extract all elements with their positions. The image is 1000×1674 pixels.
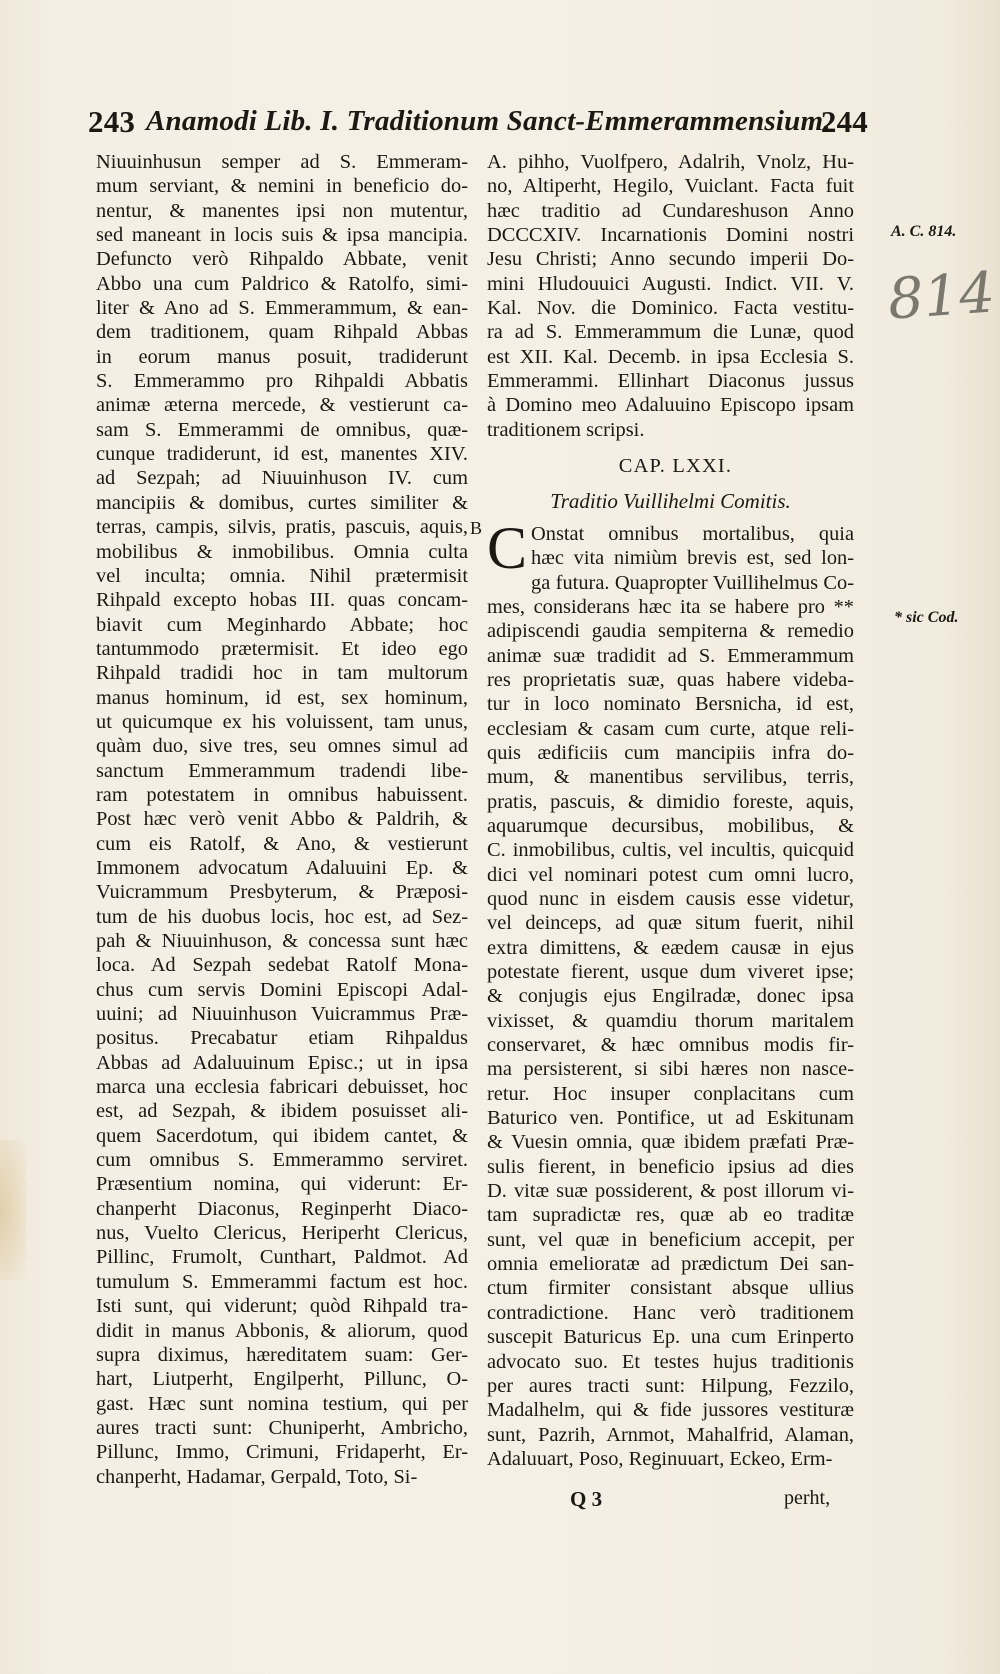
page-number-left: 243	[88, 104, 136, 139]
text-line: retur. Hoc insuper conplacitans cum	[487, 1082, 854, 1105]
text-line: Adaluuart, Poso, Reginuuart, Eckeo, Erm-	[487, 1447, 833, 1470]
text-line: est XII. Kal. Decemb. in ipsa Ecclesia S.	[487, 345, 854, 368]
text-line: extra dimittens, & eædem causæ in ejus	[487, 936, 854, 959]
text-line: A. pihho, Vuolfpero, Adalrih, Vnolz, Hu-	[487, 151, 854, 173]
chapter-number: CAP. LXXI.	[618, 455, 733, 478]
text-line: mum serviant, & nemini in beneficio do-	[96, 175, 468, 198]
text-line: traditionem scripsi.	[487, 418, 645, 441]
text-line: animæ æterna mercede, & vestierunt ca-	[96, 394, 468, 417]
text-line: ecclesiam & casam cum curte, atque reli-	[487, 717, 854, 740]
text-line: Isti sunt, qui viderunt; quòd Rihpald tra-	[96, 1295, 468, 1318]
text-line: & conjugis ejus Engilradæ, donec ipsa	[487, 985, 854, 1008]
drop-cap: C	[487, 514, 528, 581]
text-line: uuini; ad Niuuinhuson Vuicrammus Præ-	[96, 1003, 468, 1026]
text-line: cum omnibus S. Emmerammo serviret.	[96, 1149, 468, 1172]
text-line: mobilibus & inmobilibus. Omnia culta	[96, 540, 468, 563]
text-line: positus. Precabatur etiam Rihpaldus	[96, 1027, 468, 1050]
text-line: vixisset, & quamdiu thorum maritalem	[487, 1009, 854, 1032]
text-line: tumulum S. Emmerammi factum est hoc.	[96, 1270, 468, 1293]
text-line: animæ suæ tradidit ad S. Emmerammum	[487, 644, 854, 667]
right-column-top-text	[487, 150, 854, 442]
text-line: sanctum Emmerammum tradendi libe-	[96, 759, 468, 782]
text-line: sunt, Pazrih, Arnmot, Mahalfrid, Alaman,	[487, 1423, 854, 1446]
text-line: gast. Hæc sunt nomina testium, qui per	[96, 1392, 468, 1415]
text-line: quod nunc in eisdem causis esse videtur,	[487, 887, 854, 910]
text-line: pratis, pascuis, & dimidio foreste, aquis,	[487, 790, 854, 813]
text-line: aures tracti sunt: Chuniperht, Ambricho,	[96, 1416, 468, 1439]
text-line: sulis fierent, in beneficio ipsius ad dies	[487, 1155, 854, 1178]
text-line: sunt, vel quæ in beneficium accepit, per	[487, 1228, 854, 1251]
text-line: Kal. Nov. die Dominico. Facta vestitu-	[487, 297, 854, 320]
page-stain	[0, 1140, 26, 1280]
text-line: vel deinceps, ad quæ situm fuerit, nihil	[487, 912, 854, 935]
text-line: mini Hludouuici Augusti. Indict. VII. V.	[487, 272, 854, 295]
text-line: in eorum manus posuit, tradiderunt	[96, 345, 468, 368]
text-line: hæc vita nimiùm brevis est, sed lon-	[531, 547, 854, 570]
text-line: ctum firmiter consistant absque ullius	[487, 1277, 854, 1300]
running-title: Anamodi Lib. I. Traditionum Sanct-Emmerammensium.	[146, 105, 831, 137]
text-line: chanperht, Hadamar, Gerpald, Toto, Si-	[96, 1465, 418, 1488]
text-line: didit in manus Abbonis, & aliorum, quod	[96, 1319, 468, 1342]
text-line: quàm duo, sive tres, seu omnes simul ad	[96, 735, 468, 758]
catchword: perht,	[784, 1487, 831, 1509]
text-line: contradictione. Hanc verò traditionem	[487, 1301, 854, 1324]
text-line: C. inmobilibus, cultis, vel incultis, quicquid	[487, 839, 854, 862]
text-line: ga futura. Quapropter Vuillihelmus Co-	[531, 571, 854, 594]
text-line: ma persisterent, si sibi hæres non nasce-	[487, 1058, 854, 1081]
text-line: Niuuinhusun semper ad S. Emmeram-	[96, 151, 468, 173]
text-line: Pillunc, Immo, Crimuni, Fridaperht, Er-	[96, 1441, 468, 1464]
text-line: liter & Ano ad S. Emmerammum, & ean-	[96, 297, 468, 320]
text-line: ut quicumque ex his voluissent, tam unus,	[96, 710, 468, 733]
text-line: hæc traditio ad Cundareshuson Anno	[487, 199, 854, 222]
text-line: manus hominum, id est, sex hominum,	[96, 686, 468, 709]
chapter-body	[487, 514, 854, 1471]
text-line: no, Altiperht, Hegilo, Vuiclant. Facta fuit	[487, 175, 854, 198]
running-header	[88, 104, 868, 144]
text-line: cum eis Ratolf, & Ano, & vestierunt	[96, 832, 468, 855]
text-line: supra diximus, hæreditatem suam: Ger-	[96, 1343, 468, 1366]
text-line: Rihpald tradidi hoc in tam multorum	[96, 662, 468, 685]
text-line: hart, Liutperht, Engilperht, Pillunc, O-	[96, 1368, 468, 1391]
text-line: ra ad S. Emmerammum die Lunæ, quod	[487, 321, 854, 344]
text-line: omnia emelioratæ ad prædictum Dei san-	[487, 1253, 854, 1276]
left-column	[96, 150, 468, 1489]
text-line: chus cum servis Domini Episcopi Adal-	[96, 978, 468, 1001]
text-line: quis ædificiis cum mancipiis infra do-	[487, 741, 854, 764]
text-line: nus, Vuelto Clericus, Heriperht Clericus,	[96, 1222, 468, 1245]
text-line: ram potestatem in omnibus habuissent.	[96, 783, 468, 806]
text-line: Pillinc, Frumolt, Cunthart, Paldmot. Ad	[96, 1246, 468, 1269]
text-line: loca. Ad Sezpah sedebat Ratolf Mona-	[96, 954, 468, 977]
text-line: Post hæc verò venit Abbo & Paldrih, &	[96, 808, 468, 831]
text-line: quem Sacerdotum, qui ibidem cantet, &	[96, 1124, 468, 1147]
text-line: terras, campis, silvis, pratis, pascuis, aquis,	[96, 516, 468, 539]
text-line: conservaret, & hæc omnibus modis fir-	[487, 1034, 854, 1057]
text-line: tam supradictæ res, quæ ab eo traditæ	[487, 1204, 854, 1227]
text-line: res proprietatis suæ, quas habere videba-	[487, 668, 854, 691]
text-line: DCCCXIV. Incarnationis Domini nostri	[487, 224, 854, 247]
text-line: tantummodo prætermisit. Et ideo ego	[96, 637, 468, 660]
text-line: D. vitæ suæ possiderent, & post illorum vi-	[487, 1180, 854, 1203]
text-line: chanperht Diaconus, Reginperht Diaco-	[96, 1197, 468, 1220]
text-line: Onstat omnibus mortalibus, quia	[531, 522, 854, 545]
chapter-title: Traditio Vuillihelmi Comitis.	[550, 489, 791, 514]
handwritten-year: 814	[885, 260, 998, 333]
text-line: potestate fierent, usque dum viveret ipse;	[487, 961, 854, 983]
text-line: mancipiis & domibus, curtes similiter &	[96, 491, 468, 514]
text-line: mes, considerans hæc ita se habere pro **	[487, 595, 854, 618]
signature-mark: Q 3	[570, 1487, 603, 1511]
right-column	[487, 150, 854, 1471]
text-line: Rihpald excepto hobas III. quas concam-	[96, 589, 468, 612]
text-line: Abbo una cum Paldrico & Ratolfo, simi-	[96, 272, 468, 295]
text-line: tum de his duobus locis, hoc est, ad Sez-	[96, 905, 468, 928]
text-line: à Domino meo Adaluuino Episcopo ipsam	[487, 394, 854, 417]
text-line: Vuicrammum Presbyterum, & Præposi-	[96, 881, 468, 904]
text-line: sam S. Emmerammi de omnibus, quæ-	[96, 418, 468, 441]
text-line: Præsentium nomina, qui viderunt: Er-	[96, 1173, 468, 1196]
text-line: biavit cum Meginhardo Abbate; hoc	[96, 613, 468, 636]
text-line: & Vuesin omnia, quæ ibidem præfati Præ-	[487, 1131, 854, 1154]
margin-note-year: A. C. 814.	[891, 223, 957, 240]
text-line: Jesu Christi; Anno secundo imperii Do-	[487, 248, 854, 271]
text-line: dici vel nominari potest cum omni lucro,	[487, 863, 854, 886]
text-line: nentur, & manentes ipsi non mutentur,	[96, 199, 468, 222]
text-line: aquarumque decursibus, mobilibus, &	[487, 814, 854, 837]
text-line: Abbas ad Adaluuinum Episc.; ut in ipsa	[96, 1051, 468, 1074]
text-line: Baturico ven. Pontifice, ut ad Eskitunam	[487, 1107, 854, 1130]
text-line: sed maneant in locis suis & ipsa mancipia.	[96, 224, 468, 247]
margin-note-sic-cod: * sic Cod.	[894, 609, 959, 626]
text-line: adipiscendi gaudia sempiterna & remedio	[487, 620, 854, 643]
text-line: pah & Niuuinhuson, & concessa sunt hæc	[96, 930, 468, 952]
text-line: per aures tracti sunt: Hilpung, Fezzilo,	[487, 1374, 854, 1397]
text-line: Defuncto verò Rihpaldo Abbate, venit	[96, 248, 468, 271]
text-line: dem traditionem, quam Rihpald Abbas	[96, 321, 468, 344]
text-line: advocato suo. Et testes hujus traditionis	[487, 1350, 854, 1373]
text-line: Emmerammi. Ellinhart Diaconus jussus	[487, 370, 854, 393]
text-line: Immonem advocatum Adaluuini Ep. &	[96, 856, 468, 879]
text-line: Madalhelm, qui & fide jussores vestituræ	[487, 1399, 854, 1422]
text-line: mum, & manentibus servilibus, terris,	[487, 766, 854, 789]
text-line: ad Sezpah; ad Niuuinhuson IV. cum	[96, 467, 468, 490]
text-line: est, ad Sezpah, & ibidem posuisset ali-	[96, 1100, 468, 1123]
text-line: vel inculta; omnia. Nihil prætermisit	[96, 564, 468, 587]
text-line: S. Emmerammo pro Rihpaldi Abbatis	[96, 370, 468, 393]
margin-letter-b: B	[470, 518, 483, 538]
text-line: marca una ecclesia fabricari debuisset, hoc	[96, 1076, 468, 1099]
page-number-right: 244	[820, 104, 868, 139]
text-line: tur in loco nominato Bersnicha, id est,	[487, 693, 854, 716]
text-line: suscepit Baturicus Ep. una cum Erinperto	[487, 1326, 854, 1349]
text-line: cunque tradiderunt, id est, manentes XIV.	[96, 443, 468, 466]
